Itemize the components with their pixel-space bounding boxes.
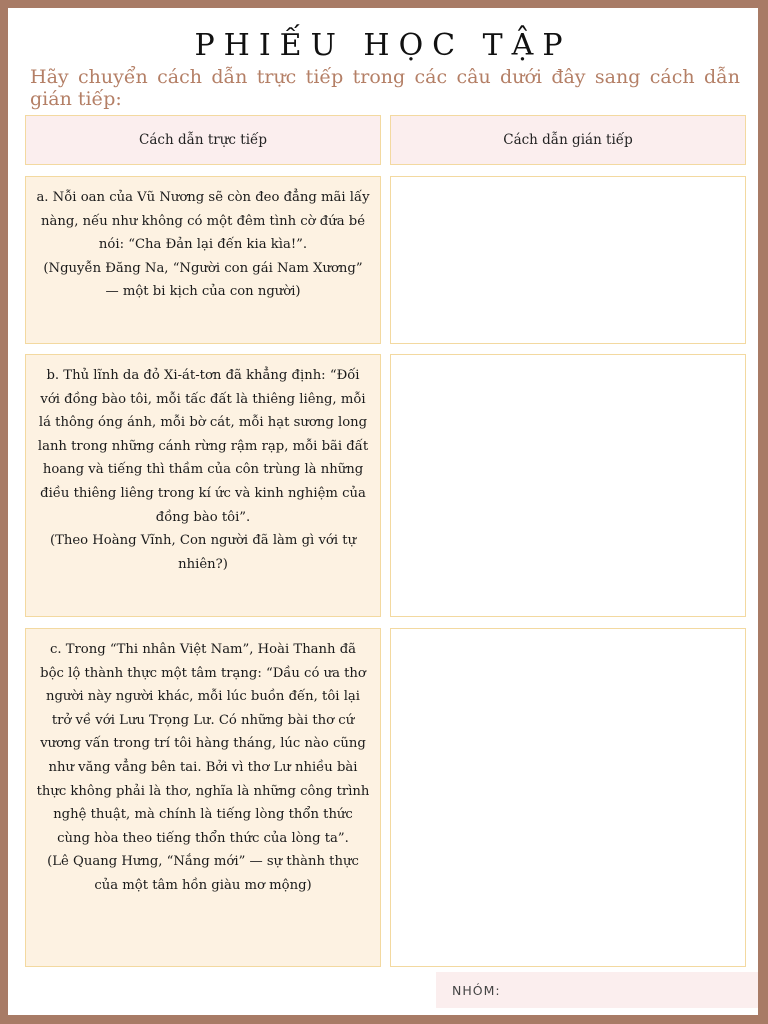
question-c-text: c. Trong “Thi nhân Việt Nam”, Hoài Thanh đã bộc lộ thành thực một tâm trạng: “Dầu có ưa thơ người này người khác, mỗi lúc buồn đến, tôi lại trở về với Lưu Trọng Lư. Có những bài thơ cứ vương vấn trong trí tôi hàng tháng, lúc nào cũng như văng vẳng bên tai. Bởi vì thơ Lư nhiều bài thực không phải là thơ, nghĩa là những công trình nghệ thuật, mà chính là tiếng lòng thổn thức cùng hòa theo tiếng thổn thức của lòng ta”.: [36, 642, 370, 846]
question-c-source: (Lê Quang Hưng, “Nắng mới” — sự thành thực của một tâm hồn giàu mơ mộng): [47, 854, 359, 893]
worksheet: [8, 8, 758, 1015]
question-c-cell: [25, 628, 381, 967]
instruction-text: Hãy chuyển cách dẫn trực tiếp trong các câu dưới đây sang cách dẫn gián tiếp:: [30, 66, 740, 110]
question-a-text: a. Nỗi oan của Vũ Nương sẽ còn đeo đẳng mãi lấy nàng, nếu như không có một đêm tình cờ đứa bé nói: “Cha Đản lại đến kia kìa!”.: [36, 190, 370, 253]
group-label: NHÓM:: [436, 972, 758, 1008]
header-direct-speech: Cách dẫn trực tiếp: [25, 115, 381, 165]
question-a-source: (Nguyễn Đăng Na, “Người con gái Nam Xương” — một bi kịch của con người): [43, 260, 363, 300]
answer-a-box[interactable]: [390, 176, 746, 344]
answer-b-box[interactable]: [390, 354, 746, 617]
question-b-text: b. Thủ lĩnh da đỏ Xi-át-tơn đã khẳng định: “Đối với đồng bào tôi, mỗi tấc đất là thiêng liêng, mỗi lá thông óng ánh, mỗi bờ cát, mỗi hạt sương long lanh trong những cánh rừng rậm rạp, mỗi bãi đất hoang và tiếng thì thầm của côn trùng là những điều thiêng liêng trong kí ức và kinh nghiệm của đồng bào tôi”.: [37, 368, 369, 525]
worksheet-title: PHIẾU HỌC TẬP: [194, 28, 572, 63]
question-b-source: (Theo Hoàng Vĩnh, Con người đã làm gì với tự nhiên?): [49, 533, 357, 572]
header-indirect-speech: Cách dẫn gián tiếp: [390, 115, 746, 165]
question-b-cell: [25, 354, 381, 617]
answer-c-box[interactable]: [390, 628, 746, 967]
question-a-cell: [25, 176, 381, 344]
